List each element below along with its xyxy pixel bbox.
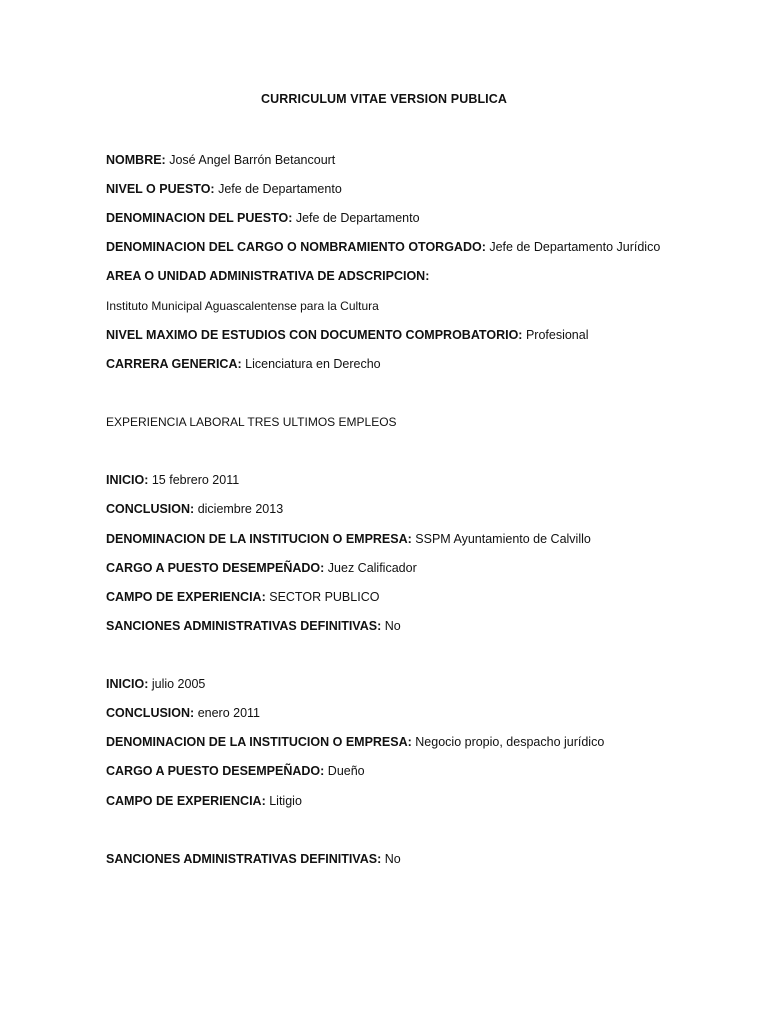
- job-2-cargo: [106, 763, 365, 779]
- job-1-inicio: [106, 472, 239, 488]
- job-1-sanciones: [106, 618, 401, 634]
- field-value: No: [384, 852, 401, 866]
- field-value: Jefe de Departamento: [295, 211, 420, 225]
- field-value: Dueño: [327, 764, 365, 778]
- field-label: CAMPO DE EXPERIENCIA:: [106, 590, 266, 604]
- job-1-institucion: [106, 531, 591, 547]
- field-label: DENOMINACION DE LA INSTITUCION O EMPRESA:: [106, 532, 412, 546]
- field-value: Licenciatura en Derecho: [245, 357, 381, 371]
- field-value: No: [384, 619, 401, 633]
- field-value: enero 2011: [197, 706, 261, 720]
- job-1-campo: [106, 589, 379, 605]
- field-label: AREA O UNIDAD ADMINISTRATIVA DE ADSCRIPCION:: [106, 269, 430, 283]
- field-value: José Angel Barrón Betancourt: [169, 153, 336, 167]
- field-value: Litigio: [269, 794, 302, 808]
- field-value: Jefe de Departamento Jurídico: [489, 240, 661, 254]
- field-label: SANCIONES ADMINISTRATIVAS DEFINITIVAS:: [106, 852, 382, 866]
- field-value: Juez Calificador: [327, 561, 417, 575]
- field-label: NOMBRE:: [106, 153, 166, 167]
- field-value: Negocio propio, despacho jurídico: [415, 735, 605, 749]
- job-2-conclusion: [106, 705, 260, 721]
- job-2-sanciones: [106, 851, 401, 867]
- field-area: [106, 268, 429, 284]
- field-nivel-puesto: [106, 181, 342, 197]
- job-1-conclusion: [106, 501, 283, 517]
- field-label: CONCLUSION:: [106, 502, 195, 516]
- job-2-institucion: [106, 734, 604, 750]
- field-label: DENOMINACION DEL CARGO O NOMBRAMIENTO OTORGADO:: [106, 240, 486, 254]
- field-value: 15 febrero 2011: [151, 473, 240, 487]
- field-label: CONCLUSION:: [106, 706, 195, 720]
- document-title: CURRICULUM VITAE VERSION PUBLICA: [260, 92, 508, 106]
- field-value: diciembre 2013: [197, 502, 284, 516]
- field-label: DENOMINACION DE LA INSTITUCION O EMPRESA:: [106, 735, 412, 749]
- field-estudios: [106, 327, 589, 343]
- field-label: DENOMINACION DEL PUESTO:: [106, 211, 293, 225]
- field-value: Jefe de Departamento: [218, 182, 342, 196]
- field-label: SANCIONES ADMINISTRATIVAS DEFINITIVAS:: [106, 619, 382, 633]
- field-label: CAMPO DE EXPERIENCIA:: [106, 794, 266, 808]
- field-denominacion-puesto: [106, 210, 420, 226]
- job-1-cargo: [106, 560, 417, 576]
- field-area-value: Instituto Municipal Aguascalentense para la Cultura: [106, 299, 379, 313]
- job-2-inicio: [106, 676, 205, 692]
- job-2-campo: [106, 793, 302, 809]
- field-value: SECTOR PUBLICO: [269, 590, 380, 604]
- field-carrera: [106, 356, 381, 372]
- field-label: CARGO A PUESTO DESEMPEÑADO:: [106, 764, 325, 778]
- field-label: CARRERA GENERICA:: [106, 357, 242, 371]
- field-value: SSPM Ayuntamiento de Calvillo: [415, 532, 591, 546]
- field-denominacion-cargo: [106, 239, 660, 255]
- field-label: INICIO:: [106, 473, 149, 487]
- field-label: INICIO:: [106, 677, 149, 691]
- field-label: NIVEL O PUESTO:: [106, 182, 215, 196]
- field-value: Profesional: [525, 328, 589, 342]
- field-value: julio 2005: [151, 677, 206, 691]
- experience-heading: EXPERIENCIA LABORAL TRES ULTIMOS EMPLEOS: [106, 415, 397, 429]
- field-label: NIVEL MAXIMO DE ESTUDIOS CON DOCUMENTO COMPROBATORIO:: [106, 328, 523, 342]
- field-label: CARGO A PUESTO DESEMPEÑADO:: [106, 561, 325, 575]
- field-nombre: [106, 152, 335, 168]
